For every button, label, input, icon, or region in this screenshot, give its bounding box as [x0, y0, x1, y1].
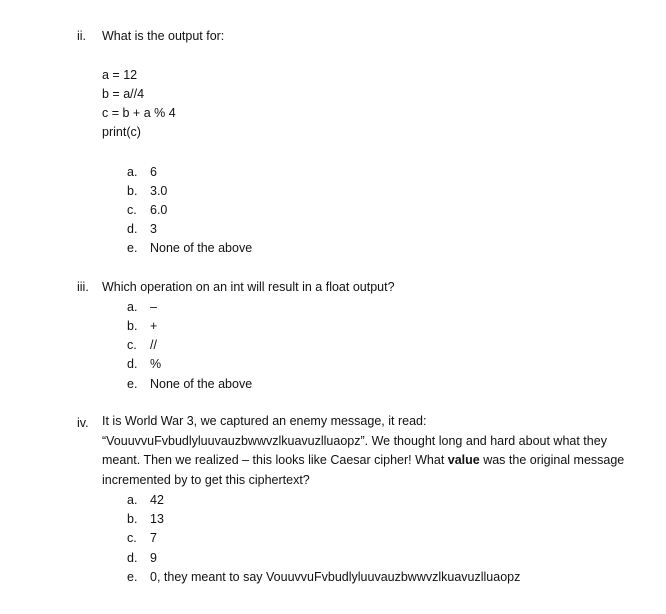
- option-letter: b.: [127, 319, 138, 333]
- option-text: 3.0: [150, 184, 168, 198]
- code-line: print(c): [102, 125, 141, 139]
- option-letter: a.: [127, 165, 138, 179]
- question-text: Which operation on an int will result in a float output?: [102, 280, 395, 294]
- code-line: a = 12: [102, 68, 138, 82]
- option-letter: b.: [127, 512, 138, 526]
- option-text: 9: [150, 551, 157, 565]
- code-line: b = a//4: [102, 87, 145, 101]
- question-number: iii.: [77, 280, 89, 294]
- option-text: 3: [150, 222, 157, 236]
- option-text: 7: [150, 531, 157, 545]
- option-text: //: [150, 338, 157, 352]
- option-text: 6.0: [150, 203, 168, 217]
- option-text: %: [150, 357, 162, 371]
- option-letter: d.: [127, 222, 138, 236]
- option-letter: c.: [127, 338, 137, 352]
- option-letter: c.: [127, 531, 137, 545]
- option-text: 0, they meant to say VouuvvuFvbudlyluuvauzbwwvzlkuavuzlluaopz: [150, 570, 521, 584]
- option-text: None of the above: [150, 377, 253, 391]
- question-text: [102, 412, 642, 490]
- question-number: ii.: [77, 29, 87, 43]
- option-letter: e.: [127, 241, 138, 255]
- option-letter: c.: [127, 203, 137, 217]
- option-text: None of the above: [150, 241, 253, 255]
- option-text: +: [150, 319, 158, 333]
- question-text-part: was the original message incremented by to get this ciphertext?: [102, 453, 625, 487]
- code-line: c = b + a % 4: [102, 106, 176, 120]
- option-letter: a.: [127, 300, 138, 314]
- question-text: What is the output for:: [102, 29, 225, 43]
- option-letter: d.: [127, 357, 138, 371]
- option-letter: e.: [127, 377, 138, 391]
- option-text: 42: [150, 493, 164, 507]
- option-text: –: [150, 300, 157, 314]
- question-text-part: It is World War 3, we captured an enemy message, it read: “VouuvvuFvbudlyluuvauzbwwvzlkuavuzlluaopz”. We thought long and hard about what they meant. Then we realized – this looks like Caesar cipher! What: [102, 414, 607, 467]
- question-number: iv.: [77, 416, 89, 430]
- option-letter: a.: [127, 493, 138, 507]
- option-text: 13: [150, 512, 164, 526]
- option-letter: d.: [127, 551, 138, 565]
- question-text-emphasis: value: [447, 453, 480, 467]
- option-letter: e.: [127, 570, 138, 584]
- option-letter: b.: [127, 184, 138, 198]
- option-text: 6: [150, 165, 157, 179]
